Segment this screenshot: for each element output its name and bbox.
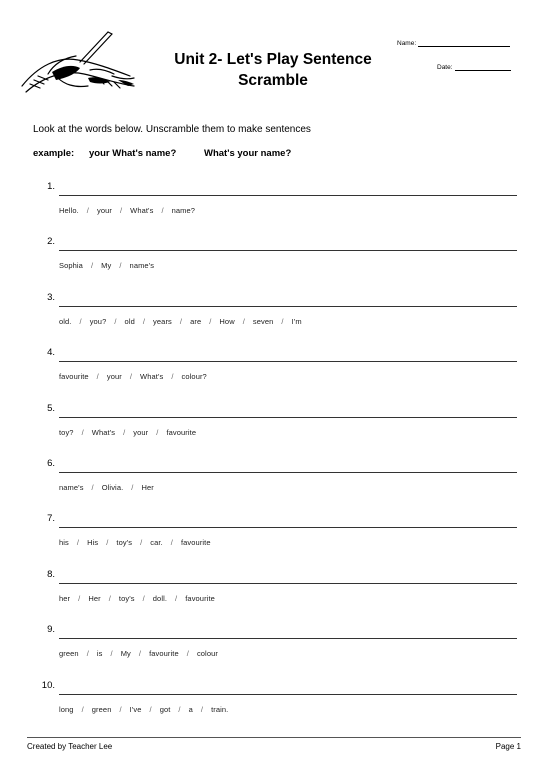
word-separator: /: [123, 427, 126, 437]
scrambled-word: name's: [59, 483, 84, 492]
item-number: 3.: [47, 291, 55, 303]
scrambled-word: I'm: [291, 316, 302, 326]
footer-credit: Created by Teacher Lee: [27, 742, 113, 751]
scrambled-word: green: [91, 704, 112, 714]
date-blank[interactable]: [455, 70, 511, 71]
scrambled-word: What's: [91, 427, 116, 437]
word-separator: /: [179, 316, 183, 326]
scrambled-word: How: [219, 316, 235, 326]
scrambled-word: green: [59, 649, 79, 659]
scrambled-word: My: [101, 261, 112, 271]
example-answer: What's your name?: [204, 148, 292, 159]
scrambled-word: What's: [140, 372, 164, 382]
exercise-item: [0, 403, 548, 459]
word-separator: /: [110, 649, 113, 659]
word-separator: /: [114, 316, 117, 326]
word-separator: /: [140, 538, 143, 548]
word-separator: /: [86, 649, 89, 659]
answer-line[interactable]: [59, 472, 517, 473]
scrambled-word: car.: [150, 538, 163, 548]
item-number: 2.: [47, 236, 55, 248]
scrambled-word: old: [124, 316, 135, 326]
instructions-text: Look at the words below. Unscramble them to make sentences: [33, 124, 311, 135]
word-separator: /: [242, 316, 245, 326]
example-label: example:: [33, 148, 75, 159]
scrambled-word: doll.: [152, 593, 168, 603]
item-number: 1.: [47, 181, 55, 192]
scrambled-word: favourite: [185, 593, 215, 603]
word-separator: /: [175, 593, 178, 603]
word-separator: /: [78, 593, 81, 603]
scrambled-words: [59, 372, 207, 381]
scrambled-word: seven: [252, 316, 274, 326]
scrambled-words: [59, 594, 215, 603]
word-separator: /: [90, 261, 94, 271]
name-blank[interactable]: [418, 46, 510, 47]
scrambled-word: a: [188, 704, 193, 714]
scrambled-word: Olivia.: [101, 483, 124, 492]
scrambled-words: [59, 705, 228, 714]
scrambled-word: your: [106, 372, 122, 382]
word-separator: /: [96, 372, 99, 382]
exercise-item: [0, 513, 548, 569]
scrambled-word: are: [190, 316, 202, 326]
answer-line[interactable]: [59, 527, 517, 528]
word-separator: /: [108, 593, 111, 603]
scrambled-word: His: [87, 538, 99, 548]
scrambled-word: toy's: [118, 593, 135, 603]
scrambled-word: favourite: [180, 538, 211, 548]
word-separator: /: [186, 649, 189, 659]
scrambled-word: her: [59, 593, 71, 603]
scrambled-word: toy's: [116, 538, 133, 548]
word-separator: /: [161, 206, 164, 215]
exercise-item: [0, 292, 548, 348]
scrambled-word: Her: [141, 483, 154, 492]
scrambled-words: [59, 649, 218, 658]
name-field[interactable]: [397, 40, 510, 47]
exercise-item: [0, 181, 548, 237]
word-separator: /: [119, 261, 122, 271]
item-number: 4.: [47, 347, 55, 359]
answer-line[interactable]: [59, 583, 517, 584]
word-separator: /: [142, 593, 145, 603]
exercise-item: [0, 236, 548, 292]
scrambled-word: What's: [130, 206, 154, 215]
scrambled-words: [59, 483, 154, 492]
word-separator: /: [119, 704, 122, 714]
answer-line[interactable]: [59, 694, 517, 695]
word-separator: /: [86, 206, 89, 215]
item-number: 5.: [47, 402, 55, 414]
scrambled-word: your: [96, 206, 112, 215]
word-separator: /: [129, 372, 133, 382]
exercise-item: [0, 347, 548, 403]
scrambled-word: Her: [88, 593, 101, 603]
word-separator: /: [171, 372, 174, 382]
scrambled-word: favourite: [149, 649, 179, 659]
exercise-item: [0, 680, 548, 736]
word-separator: /: [200, 704, 204, 714]
exercise-item: [0, 624, 548, 680]
scrambled-word: favourite: [59, 372, 89, 382]
scrambled-word: colour?: [181, 372, 207, 382]
word-separator: /: [106, 538, 109, 548]
scrambled-word: name's: [129, 261, 155, 271]
item-number: 6.: [47, 458, 55, 469]
footer-divider: [27, 737, 521, 738]
word-separator: /: [170, 538, 173, 548]
word-separator: /: [76, 538, 80, 548]
word-separator: /: [81, 704, 84, 714]
word-separator: /: [178, 704, 181, 714]
word-separator: /: [91, 483, 94, 492]
scrambled-words: [59, 428, 196, 437]
answer-line[interactable]: [59, 306, 517, 307]
item-number: 8.: [47, 568, 55, 580]
item-number: 9.: [47, 624, 55, 636]
page-number: Page 1: [495, 742, 521, 751]
scrambled-word: your: [133, 427, 149, 437]
answer-line[interactable]: [59, 250, 517, 251]
scrambled-word: long: [59, 704, 74, 714]
scrambled-word: toy?: [59, 427, 74, 437]
scrambled-word: you?: [89, 316, 107, 326]
worksheet-title: Unit 2- Let's Play Sentence Scramble: [174, 51, 372, 89]
answer-line[interactable]: [59, 195, 517, 196]
scrambled-word: old.: [59, 316, 72, 326]
example-scrambled: your What's name?: [89, 148, 177, 159]
scrambled-word: colour: [196, 649, 218, 659]
scrambled-words: [59, 206, 195, 215]
word-separator: /: [281, 316, 284, 326]
exercise-item: [0, 569, 548, 625]
name-label: Name:: [397, 40, 417, 47]
scrambled-word: Hello.: [59, 206, 79, 215]
word-separator: /: [119, 206, 123, 215]
scrambled-word: got: [159, 704, 171, 714]
scrambled-word: favourite: [166, 427, 197, 437]
word-separator: /: [149, 704, 152, 714]
answer-line[interactable]: [59, 417, 517, 418]
date-label: Date:: [437, 64, 453, 71]
answer-line[interactable]: [59, 361, 517, 362]
word-separator: /: [79, 316, 82, 326]
word-separator: /: [156, 427, 159, 437]
word-separator: /: [81, 427, 84, 437]
exercise-item: [0, 458, 548, 514]
scrambled-words: [59, 317, 302, 326]
item-number: 10.: [41, 679, 55, 691]
date-field[interactable]: [437, 64, 511, 71]
scrambled-word: is: [96, 649, 103, 659]
scrambled-word: name?: [171, 206, 196, 215]
scrambled-word: My: [120, 649, 131, 659]
scrambled-word: train.: [211, 704, 229, 714]
word-separator: /: [131, 483, 134, 492]
scrambled-words: [59, 538, 211, 547]
hand-writing-pen-icon: [18, 26, 140, 98]
word-separator: /: [138, 649, 142, 659]
scrambled-word: Sophia: [59, 261, 83, 271]
scrambled-word: I've: [129, 704, 142, 714]
answer-line[interactable]: [59, 638, 517, 639]
scrambled-word: his: [59, 538, 69, 548]
word-separator: /: [142, 316, 146, 326]
word-separator: /: [209, 316, 212, 326]
scrambled-word: years: [153, 316, 172, 326]
scrambled-words: [59, 261, 154, 270]
item-number: 7.: [47, 513, 55, 525]
